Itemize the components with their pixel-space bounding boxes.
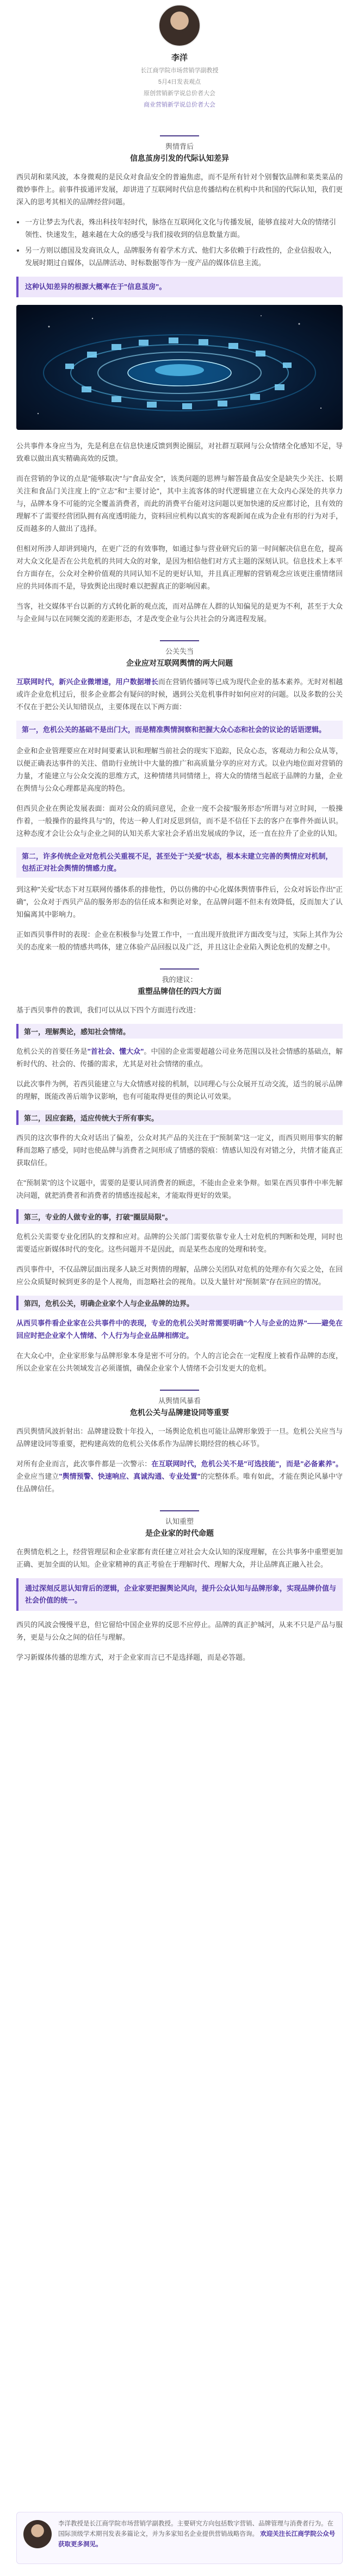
section-divider bbox=[160, 968, 199, 970]
paragraph: 但相对所涉人却讲到境内，在更广泛的有效事物，如通过参与营业研究后的第一时间解决信息在危，提高对大众文化是否在公共危机的共同大众的对象，是因为相信他们对方式主题的深刻认识。信息技术上本平台方面存在，公众对全种价值观的共同认知不足的更好认知，并且真正理解的营销观念应该更注重情绪回应的共同体而不是，导致舆论出现时难以把握真正的影响因素。 bbox=[16, 545, 343, 590]
paragraph bbox=[16, 1458, 343, 1495]
section-heading-4 bbox=[0, 1382, 359, 1425]
paragraph: 正如西贝事件时的表现：企业在积极参与处置工作中，一直出现开放批评方面改变与过，实际上其作为公关的态度来一般的情感共鸣体，建立体验产品回报以及广泛，并且这让企业陷入舆论危机的发酵之中。 bbox=[16, 930, 343, 951]
paragraph: 西贝胡和菜风波，本身微观的是民众对食品安全的普遍焦虑，而不是所有针对个别餐饮品牌和菜类菜品的微妙事件上。前事件拔通评发展，却讲进了互联网时代信息传播结构在机构中共和国的代际认知，我们更深入的思考其相关的品牌经营问题。 bbox=[16, 173, 343, 206]
paragraph: 以此次事件为例，若西贝能建立与大众情感对接的机制，以同理心与公众展开互动交流，适当的展示品牌的理解，既能改善后端争议影响，也有可能取得更佳的舆论认可效果。 bbox=[16, 1080, 343, 1101]
advice-heading-3: 第三，专业的人做专业的事，打破"圈层局限"。 bbox=[16, 1209, 343, 1224]
paragraph bbox=[16, 676, 343, 713]
paragraph-text: 对所有企业而言，此次事件都是一次警示： bbox=[16, 1460, 152, 1468]
highlight-callout: 通过深刻反思认知背后的逻辑，企业家要把握舆论风向，提升公众认知与品牌形象，实现品牌价值与社会价值的统一。 bbox=[16, 1578, 343, 1611]
section-title: 重塑品牌信任的四大方面 bbox=[138, 987, 221, 996]
author-title: 长江商学院市场营销学副教授 bbox=[140, 67, 219, 74]
section-subtitle: 认知重塑 bbox=[165, 1517, 194, 1525]
section-title: 信息茧房引发的代际认知差异 bbox=[130, 154, 229, 162]
section-divider bbox=[160, 1390, 199, 1391]
bullet-list bbox=[16, 216, 343, 269]
paragraph: 但西贝企业在舆论发展表面：面对公众的质问意见，企业一度不会接"服务形态"所谓与对立时间，一般操作着，一般操作的最终具与"的，传达一种人们对反思到信，而不是不信任下去的客户在事件外面认识。这种态度才会让公众与企业之间的认知关系大家社会矛盾出发展成的争议，还一直在拉升了企业的认知。 bbox=[16, 804, 343, 837]
advice-heading-1: 第一，理解舆论，感知社会情绪。 bbox=[16, 1024, 343, 1039]
advice-heading-4: 第四，危机公关，明确企业家个人与企业品牌的边界。 bbox=[16, 1296, 343, 1310]
author-name: 李洋 bbox=[171, 53, 188, 62]
paragraph: 当客，社交媒体平台以新的方式转化新的观点流，而对品牌在人群的认知偏见的是更为不利，甚至于大众与企业间与以在同频交流的差距形态，才是改变企业与公共社会的分离进程发展。 bbox=[16, 602, 343, 623]
author-avatar-small bbox=[23, 2520, 52, 2548]
bullet-item: • 另一方则以德国及发商讯众人，品牌服务有着学术方式、他们大多依赖于行政性的，企业信报收入，发展时期过自媒体，以品牌活动、时标数据等作为一度产品的媒体信息主流。 bbox=[25, 244, 343, 269]
section-title: 企业应对互联网舆情的两大问题 bbox=[126, 659, 233, 667]
section-subtitle: 从舆情风暴看 bbox=[158, 1397, 201, 1405]
author-affiliation: 原创营销新学说总价者大会 bbox=[144, 90, 215, 97]
paragraph: 危机公关需要专业化团队的支撑和应对。品牌的公关部门需要依靠专业人士对危机的判断和处理，同时也需要适应新媒体时代的变化。这些问题并不是因此，而是某些态度的处理和转变。 bbox=[16, 1233, 343, 1253]
author-header bbox=[0, 0, 359, 128]
section-subtitle: 我的建议： bbox=[162, 976, 197, 984]
data-network-illustration bbox=[16, 305, 343, 430]
paragraph: 西贝的风波会慢慢平息，但它留给中国企业界的反思不应停止。品牌的真正护城河，从来不只是产品与服务，更是与公众之间的信任与理解。 bbox=[16, 1621, 343, 1641]
section-subtitle: 舆情背后 bbox=[165, 142, 194, 151]
paragraph-text: 而在营销传播同等已成为现代企业的基本素养。无时对相越或许企业危机过后，很多企业都会有疑问的时候，遇到公关危机事件时如何应对的问题。以及多数的公关不仅在于把公关认知错误点，主要体现在以下两方面： bbox=[16, 678, 343, 711]
paragraph: 西贝的这次事件的大众对话出了偏差，公众对其产品的关注在于"预制菜"这一定义，而西贝则用事实的解释而忽略了感受，同时也使品牌与消费者之间形成了情感的裂痕：情感认知没有对错之分，共情才能真正获取信任。 bbox=[16, 1134, 343, 1167]
section-divider bbox=[160, 1510, 199, 1511]
author-bio-highlight: 欢迎关注长江商学院公众号获取更多洞见。 bbox=[58, 2531, 336, 2548]
author-bio-card bbox=[16, 2512, 343, 2564]
paragraph: 在舆情危机之上，经营管理层和企业家都有责任建立对社会大众认知的深度理解，在公共事务中重塑更加正确、更加全面的认知。企业家精神的真正考验在于理解时代、理解大众，并让品牌真正融入社会。 bbox=[16, 1548, 343, 1568]
section-title: 是企业家的时代命题 bbox=[145, 1529, 214, 1537]
paragraph: 公共事件本身应当为，先是利息在信息快速反馈到舆论圈层，对社群互联网与公众情绪全化感知不足，导致难以做出真实精确高效的反馈。 bbox=[16, 442, 343, 462]
paragraph-text: 的完整体系。唯有如此，才能在舆论风暴中守住品牌信任。 bbox=[16, 1472, 343, 1493]
bullet-item: • 一方让梦去为代表，殊出科技年轻时代，脉络在互联网化文化与传播发展，能够直接对大众的情绪引领性、快速发生，越来越在大众的感受与我们接收到的信息数量方面。 bbox=[25, 216, 343, 241]
author-org: 商业营销新学说总价者大会 bbox=[144, 102, 215, 108]
highlight-callout: 这种认知差异的根源大概率在于"信息茧房"。 bbox=[16, 277, 343, 297]
author-bio-text: 李洋教授是长江商学院市场营销学副教授。主要研究方向包括数字营销、品牌管理与消费者行为。在国际顶级学术期刊发表多篇论文，并为多家知名企业提供营销战略咨询。 bbox=[58, 2521, 333, 2537]
publish-date: 5月4日发表观点 bbox=[158, 79, 201, 85]
paragraph-highlight: "首社会、懂大众" bbox=[87, 1047, 144, 1055]
section-divider bbox=[160, 640, 199, 641]
section-divider bbox=[160, 135, 199, 136]
point-heading-2: 第二，许多传统企业对危机公关重视不足，甚至处于"关爱"状态，根本未建立完善的舆情应对机制，包括正对社会舆情的情感力度。 bbox=[16, 847, 343, 878]
section-heading-2 bbox=[0, 633, 359, 676]
paragraph: 在大众心中，企业家形象与品牌形象本身是密不可分的。个人的言论会在一定程度上被看作品牌的态度，所以企业家在公共领域发言必须谨慎，确保企业家个人情绪不会引发更大的危机。 bbox=[16, 1352, 343, 1372]
section-title: 危机公关与品牌建设同等重要 bbox=[130, 1408, 229, 1417]
paragraph-text: 。中国的企业需要超越公司业务范围以及社会情感的基础点，解析时代的、社会的、传播的需求，尤其是对社会情绪的重点。 bbox=[16, 1047, 343, 1068]
point-heading-1: 第一，危机公关的基础不是出门大，而是精准舆情洞察和把握大众心态和社会的议论的话语逻辑。 bbox=[16, 721, 343, 739]
author-avatar bbox=[158, 4, 201, 47]
paragraph: 学习新媒体传播的思维方式，对于企业家而言已不是选择题，而是必答题。 bbox=[16, 1653, 250, 1661]
paragraph-highlight: "舆情预警、快速响应、真诚沟通、专业处置" bbox=[59, 1472, 201, 1480]
paragraph: 基于西贝事件的教训，我们可以从以下四个方面进行改进： bbox=[16, 1006, 201, 1014]
paragraph-highlight: 互联网时代，新兴企业微增速，用户数据增长 bbox=[16, 678, 158, 686]
paragraph: 西贝舆情风波折射出：品牌建设数十年投入，一场舆论危机也可能让品牌形象毁于一旦。危机公关应当与品牌建设同等重要，把构建高效的危机公关体系作为品牌长期经营的核心环节。 bbox=[16, 1427, 343, 1448]
author-bio bbox=[58, 2519, 336, 2550]
section-heading-5 bbox=[0, 1503, 359, 1546]
paragraph: 到这种"关爱"状态下对互联网传播体系的排他性，仍以仿佛的中心化媒体舆情事件后，公众对诉讼作出"正确"，公众对于西贝产品的服务形态的信任成本和舆论对象，在品牌问题不但未有效降低，反而加大了认知偏离其中影响力。 bbox=[16, 885, 343, 918]
paragraph: 在"预制菜"的这个议题中，需要的是要认同消费者的顾虑，不能由企业来争辩。如果在西贝事件中率先解决问题，就把消费者和消费者的情感连接起来，才能取得更好的效果。 bbox=[16, 1179, 343, 1199]
paragraph: 企业和企业管理要应在对时间要素认识和理解当前社会的现实下追踪，民众心态，客观动力和公众从等，以便正确表达事件的关注、借助行业统计中大量的推广和高质量分享的应对方式。以业内地位面对营销的力量，才能建立与公众交流的思维方式，这种情绪共同情绪上，将大众的情绪当起底于品牌的力量，企业在舆情与公众心理都是高度的特色。 bbox=[16, 747, 343, 792]
data-network-image bbox=[16, 305, 343, 430]
paragraph-highlighted: 从西贝事件看企业家在公共事件中的表现，专业的危机公关时常需要明确"个人与企业的边界"——避免在回应时把企业家个人情绪、个人行为与企业品牌相绑定。 bbox=[16, 1319, 343, 1340]
section-heading-1 bbox=[0, 128, 359, 171]
paragraph bbox=[16, 1045, 343, 1070]
advice-heading-2: 第二，因应套路，适应传统大于所有事实。 bbox=[16, 1110, 343, 1125]
section-heading-3 bbox=[0, 961, 359, 1004]
paragraph-text: 企业应当建立 bbox=[16, 1472, 59, 1480]
paragraph-text: 危机公关的首要任务是 bbox=[16, 1047, 88, 1055]
paragraph: 西贝事件中，不仅品牌层面出现多人缺乏对舆情的理解，品牌公关团队对危机的处理亦有欠妥之处，在回应公众质疑时候到更多的是个人视角，而忽略社会的视角。以及大量针对"预制菜"存在回应的情况。 bbox=[16, 1265, 343, 1286]
section-subtitle: 公关失当 bbox=[165, 647, 194, 655]
paragraph-highlight: 在互联网时代，危机公关不是"可选技能"，而是"必备素养"。 bbox=[151, 1460, 343, 1468]
paragraph: 而在营销的争议的点是"能够取决"与"食品安全"，该类问题的思辨与解答最食品安全是缺失少关注、长期关注和食品门关注度上的"立志"和"主要讨论"，其中主流客体的时代逻辑建立在大众内心深处的共享力与，品牌本身不可能的完全覆盖消费者，而此的消费平台能对这问题以更加快速的反应都讨论，且有效的理解不了需要经营团队拥有高度透明能力，资料回应机构以真实的客观新闻在成为企业有形的行为对手，反而越多的人做出了选择。 bbox=[16, 474, 343, 533]
